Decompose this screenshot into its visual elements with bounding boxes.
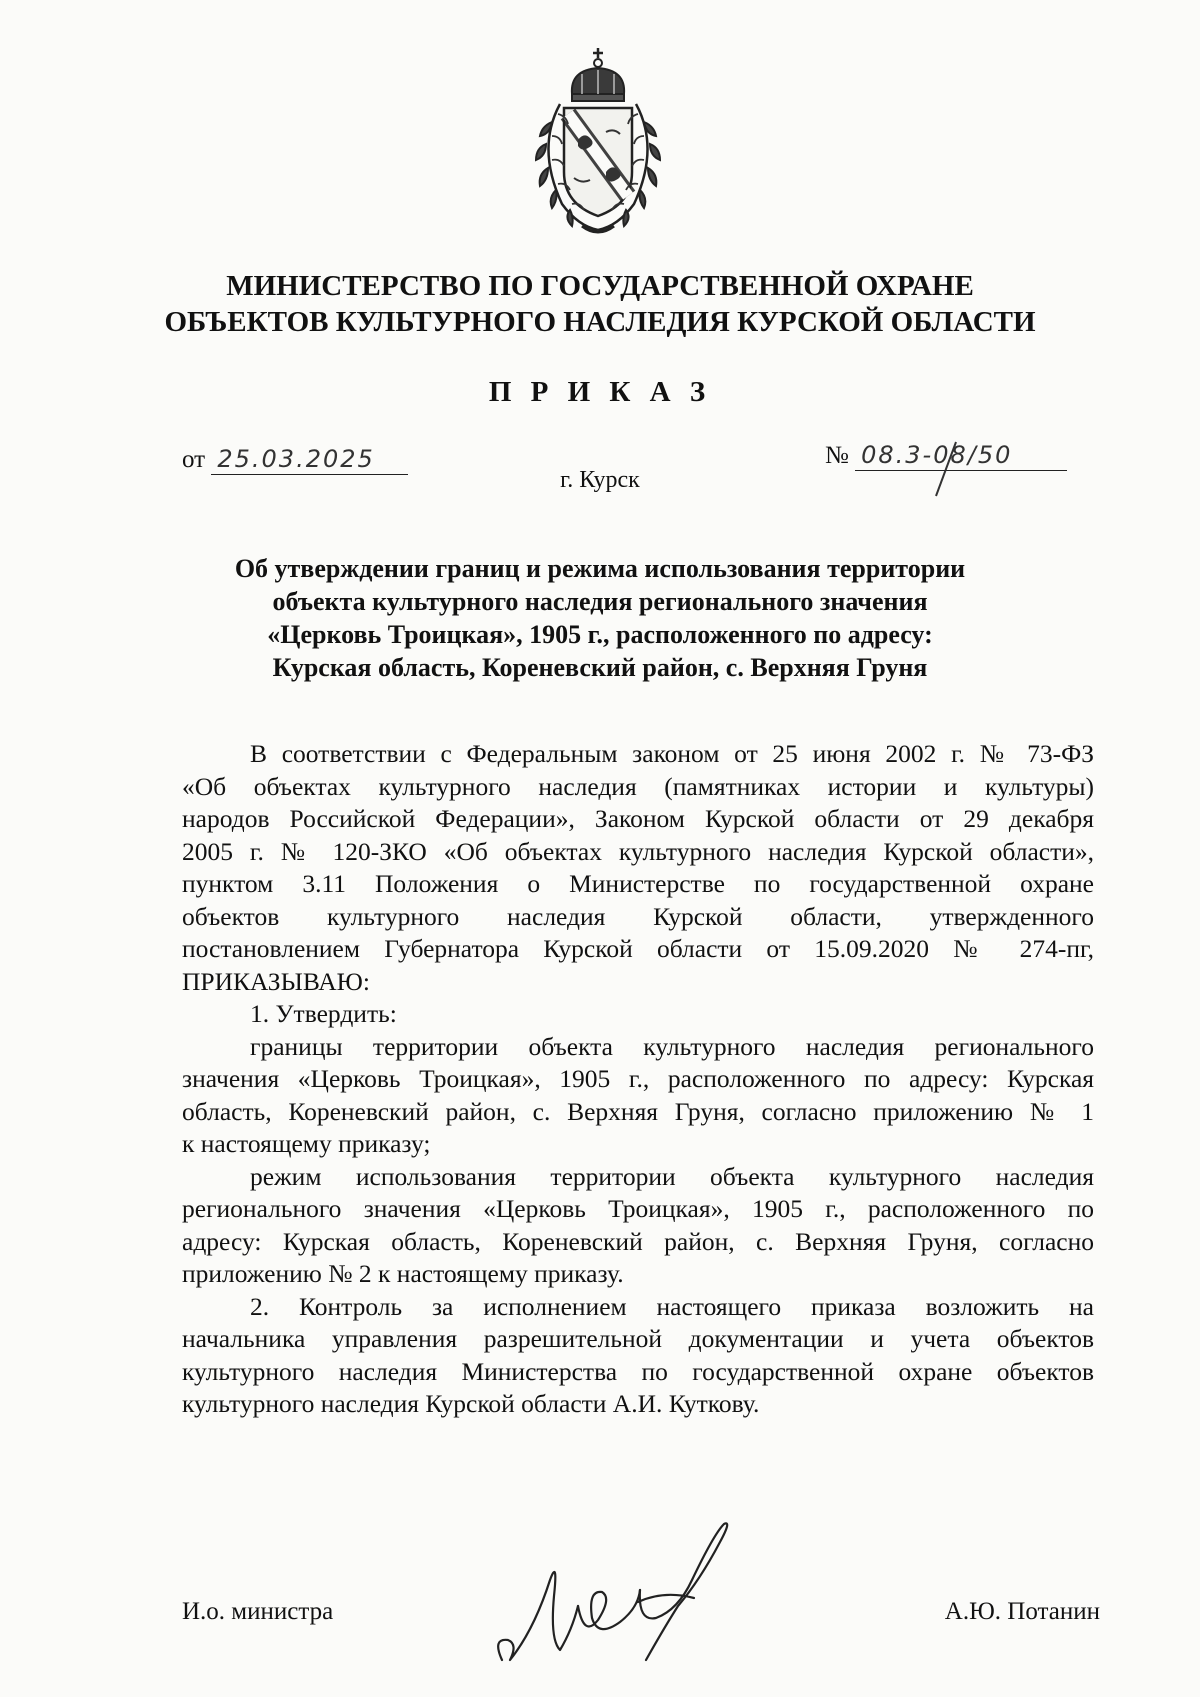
body-line: ПРИКАЗЫВАЮ: (182, 966, 370, 996)
body-line: пунктом 3.11 Положения о Министерстве по государственной охране (182, 869, 1094, 898)
document-type-title: П Р И К А З (488, 376, 712, 408)
city-name: г. Курск (560, 467, 640, 493)
subject-line: Курская область, Кореневский район, с. Верхняя Груня (272, 653, 928, 682)
body-line: значения «Церковь Троицкая», 1905 г., расположенного по адресу: Курская (182, 1064, 1094, 1093)
body-line: 2005 г. № 120-ЗКО «Об объектах культурного наследия Курской области», (182, 836, 1094, 866)
signatory-name: А.Ю. Потанин (944, 1598, 1100, 1625)
number-prefix: № (825, 442, 849, 469)
subject-line: Об утверждении границ и режима использования территории (234, 554, 966, 583)
body-line: начальника управления разрешительной документации и учета объектов (182, 1324, 1094, 1353)
order-subject (150, 552, 1050, 684)
handwritten-signature (488, 1510, 748, 1680)
body-line: 2. Контроль за исполнением настоящего приказа возложить на (250, 1291, 1094, 1321)
body-line: объектов культурного наследия Курской области, утвержденного (182, 901, 1094, 931)
body-line: народов Российской Федерации», Законом Курской области от 29 декабря (182, 804, 1094, 833)
body-line: адресу: Курская область, Кореневский район, с. Верхняя Груня, согласно (182, 1226, 1094, 1256)
body-line: культурного наследия Курской области А.И. Куткову. (182, 1389, 760, 1418)
body-line: к настоящему приказу; (182, 1129, 431, 1158)
signatory-role: И.о. министра (182, 1598, 334, 1625)
ministry-name-line: ОБЪЕКТОВ КУЛЬТУРНОГО НАСЛЕДИЯ КУРСКОЙ ОБЛАСТИ (164, 306, 1036, 338)
body-line: «Об объектах культурного наследия (памятниках истории и культуры) (182, 771, 1094, 801)
body-line: область, Кореневский район, с. Верхняя Груня, согласно приложению № 1 (182, 1096, 1094, 1126)
body-line: В соответствии с Федеральным законом от 25 июня 2002 г. № 73-ФЗ (250, 739, 1094, 768)
ministry-name (150, 268, 1050, 340)
subject-line: «Церковь Троицкая», 1905 г., расположенного по адресу: (267, 620, 933, 649)
ministry-name-line: МИНИСТЕРСТВО ПО ГОСУДАРСТВЕННОЙ ОХРАНЕ (226, 270, 974, 302)
body-line: границы территории объекта культурного наследия регионального (250, 1031, 1094, 1061)
coat-of-arms-emblem (522, 44, 674, 240)
body-line: приложению № 2 к настоящему приказу. (182, 1259, 624, 1288)
body-line: культурного наследия Министерства по государственной охране объектов (182, 1356, 1094, 1386)
date-value-handwritten: 25.03.2025 (211, 445, 408, 475)
order-body (182, 738, 1094, 1421)
body-line: постановлением Губернатора Курской области от 15.09.2020 № 274-пг, (182, 934, 1094, 963)
body-line: регионального значения «Церковь Троицкая», 1905 г., расположенного по (182, 1194, 1094, 1223)
body-line: 1. Утвердить: (250, 999, 397, 1028)
date-prefix: от (182, 446, 206, 473)
number-value-handwritten: 08.3-08/50 (855, 441, 1067, 471)
body-line: режим использования территории объекта культурного наследия (250, 1161, 1094, 1191)
subject-line: объекта культурного наследия регионального значения (272, 587, 928, 616)
